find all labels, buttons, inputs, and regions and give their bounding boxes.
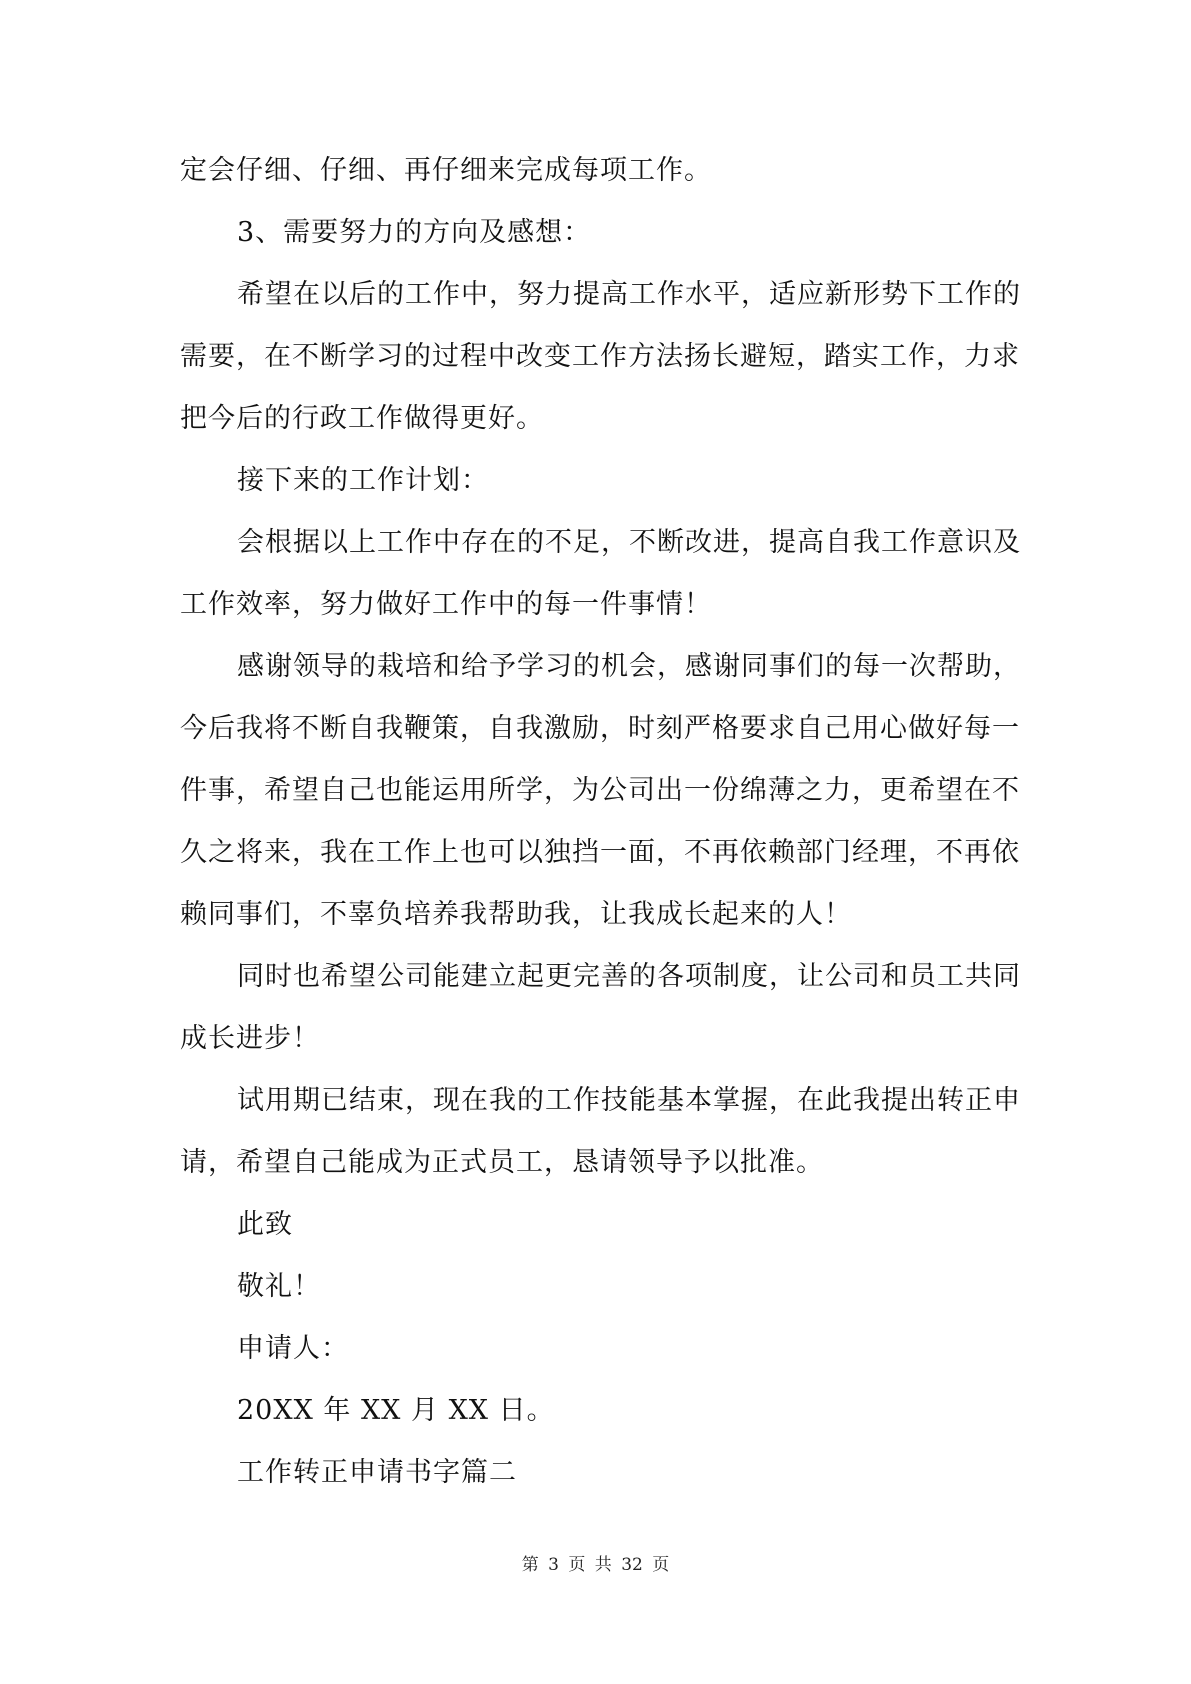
text-line: 感谢领导的栽培和给予学习的机会，感谢同事们的每一次帮助， (237, 651, 1021, 682)
text-line: 定会仔细、仔细、再仔细来完成每项工作。 (180, 155, 712, 186)
text-line: 会根据以上工作中存在的不足，不断改进，提高自我工作意识及 (237, 527, 1021, 558)
text-line: 希望在以后的工作中，努力提高工作水平，适应新形势下工作的 (237, 279, 1021, 310)
text-line: 敬礼！ (237, 1271, 321, 1302)
document-body (180, 140, 1021, 1504)
text-line: 20XX 年 XX 月 XX 日。 (237, 1395, 555, 1426)
text-line: 接下来的工作计划： (237, 465, 489, 496)
text-line: 同时也希望公司能建立起更完善的各项制度，让公司和员工共同 (237, 961, 1021, 992)
text-line: 请，希望自己能成为正式员工，恳请领导予以批准。 (180, 1147, 824, 1178)
text-line: 把今后的行政工作做得更好。 (180, 403, 544, 434)
text-line: 申请人： (237, 1333, 349, 1364)
text-line: 赖同事们，不辜负培养我帮助我，让我成长起来的人！ (180, 899, 852, 930)
text-line: 成长进步！ (180, 1023, 320, 1054)
page-number-footer: 第 3 页 共 32 页 (521, 1555, 670, 1575)
text-line: 试用期已结束，现在我的工作技能基本掌握，在此我提出转正申 (237, 1085, 1021, 1116)
text-line: 工作转正申请书字篇二 (237, 1457, 517, 1488)
text-line: 工作效率，努力做好工作中的每一件事情！ (180, 589, 712, 620)
text-line: 此致 (237, 1209, 293, 1240)
text-line: 件事，希望自己也能运用所学，为公司出一份绵薄之力，更希望在不 (180, 775, 1020, 806)
text-line: 需要，在不断学习的过程中改变工作方法扬长避短，踏实工作，力求 (180, 341, 1020, 372)
text-line: 3、需要努力的方向及感想： (237, 217, 592, 248)
text-line: 今后我将不断自我鞭策，自我激励，时刻严格要求自己用心做好每一 (180, 713, 1020, 744)
text-line: 久之将来，我在工作上也可以独挡一面，不再依赖部门经理，不再依 (180, 837, 1020, 868)
